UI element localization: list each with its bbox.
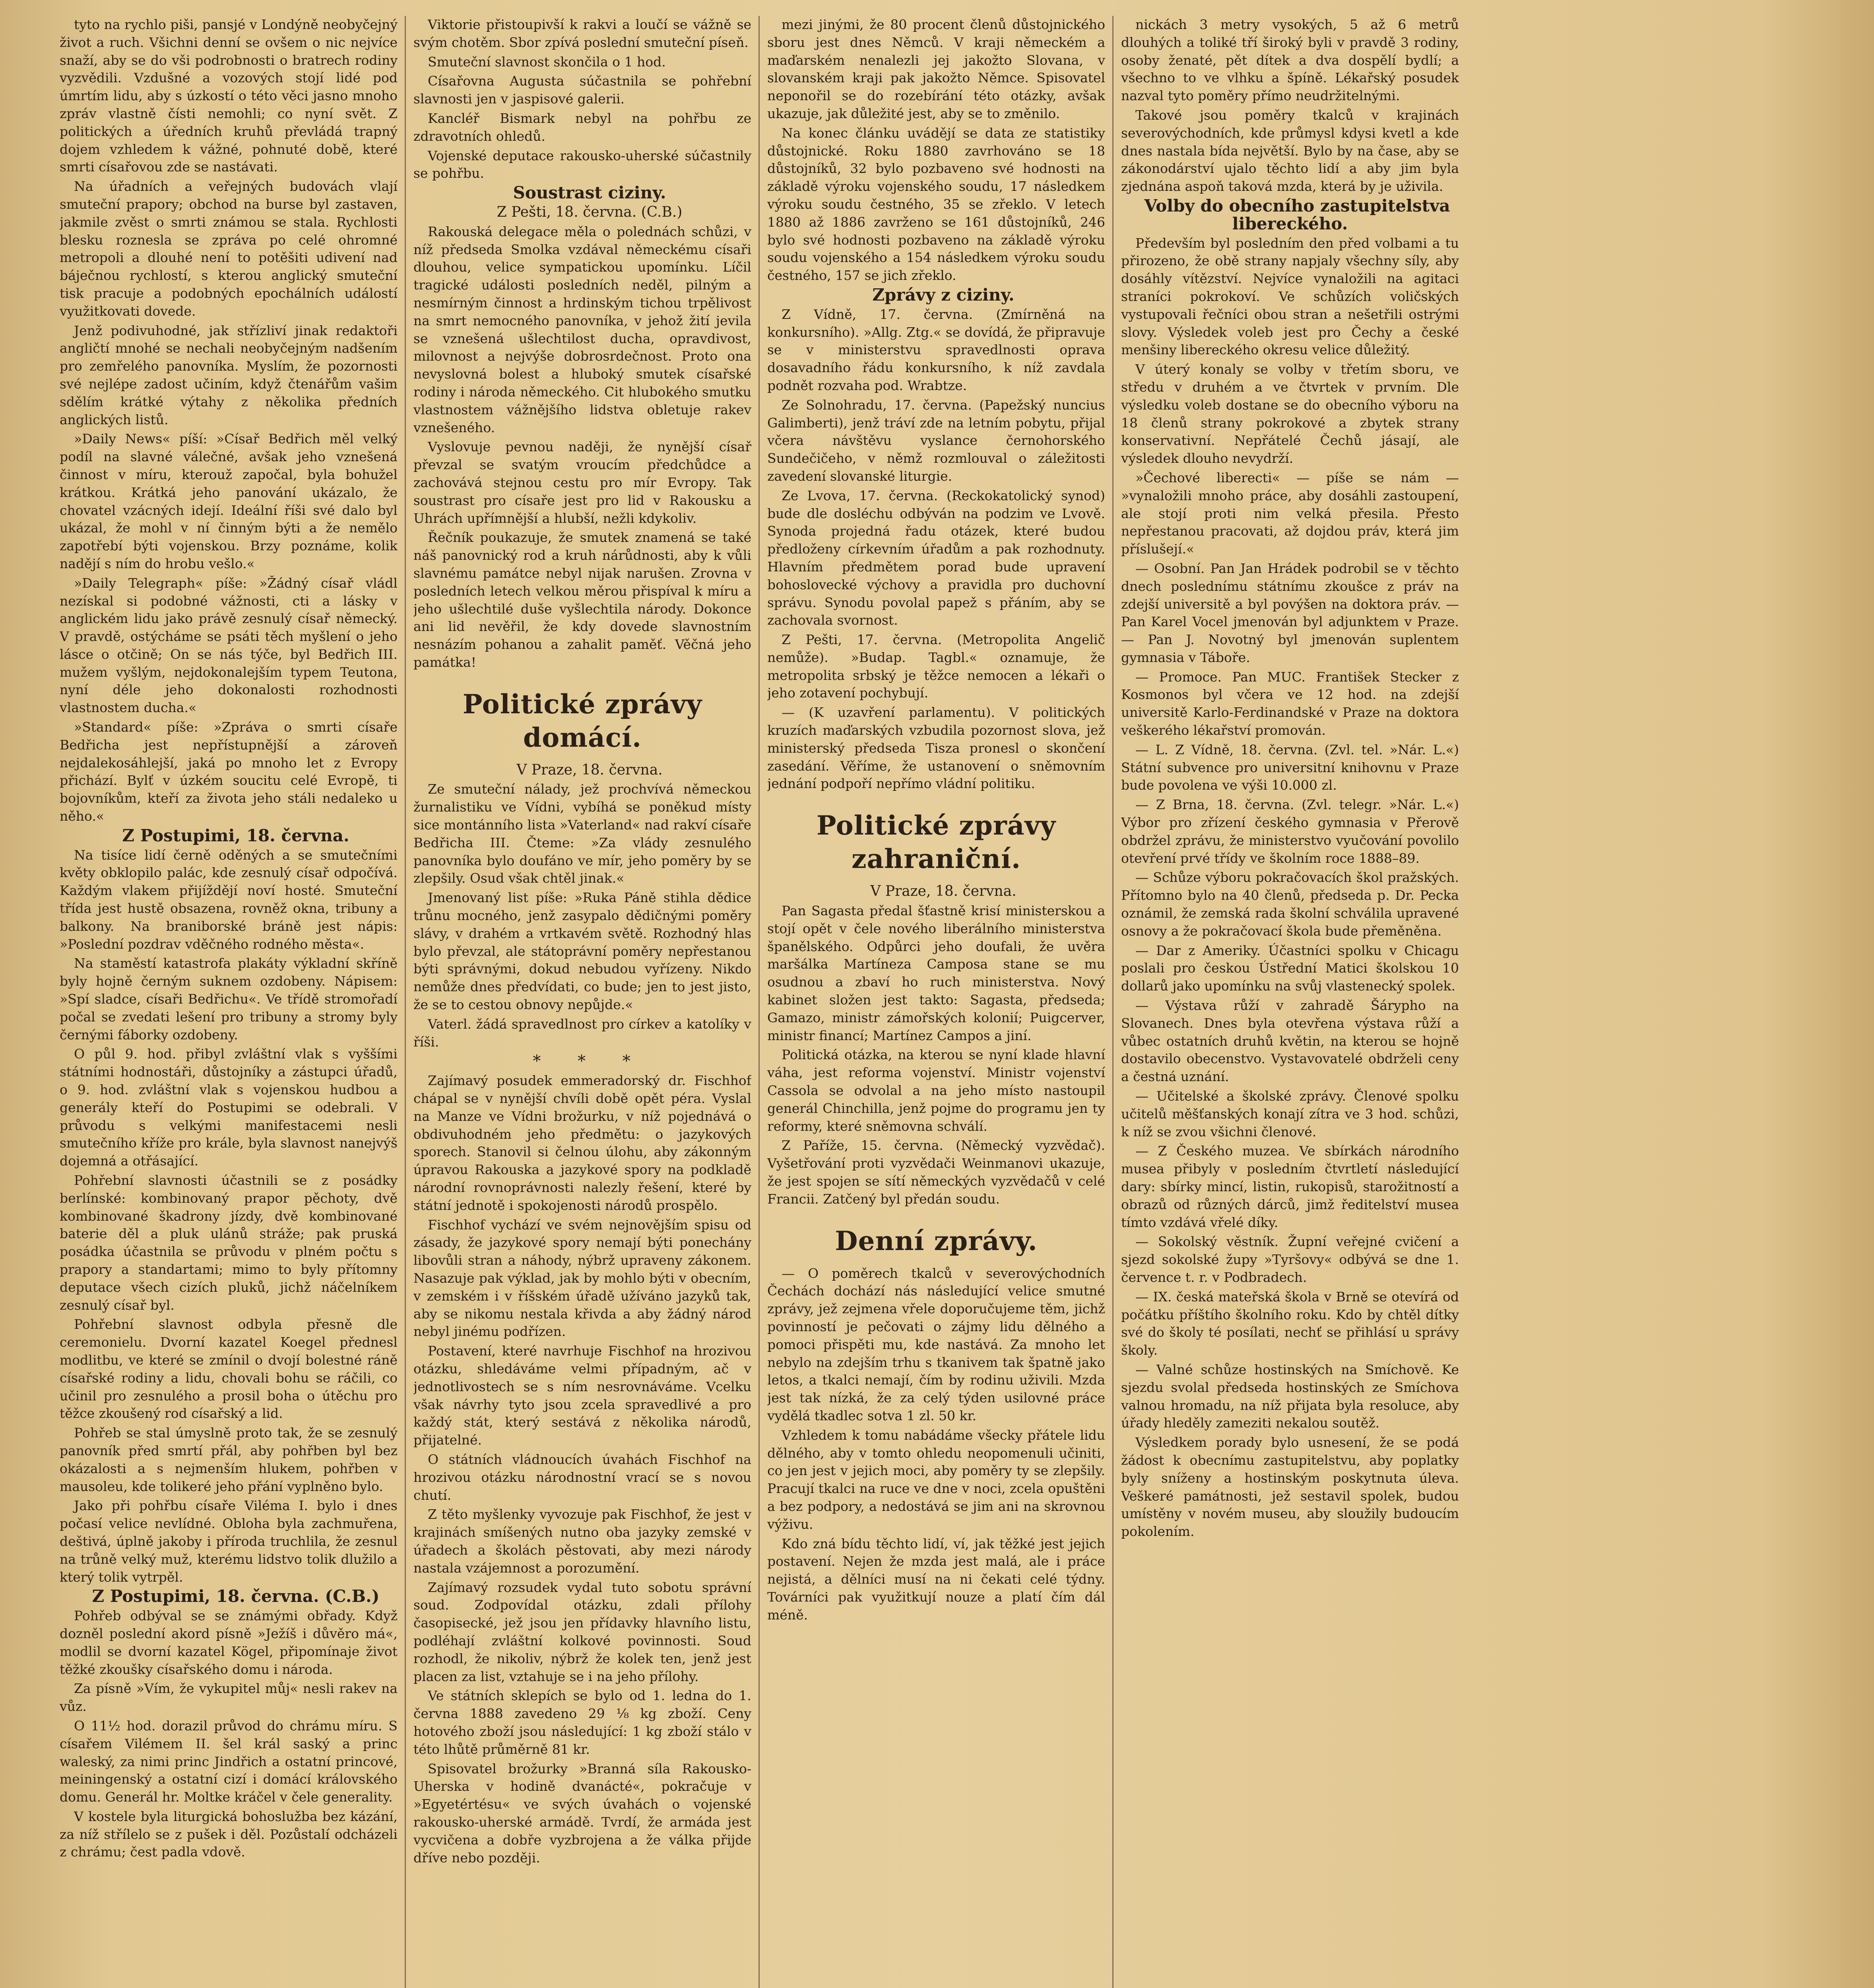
dateline-heading: Soustrast ciziny. <box>513 183 666 203</box>
column-rule <box>405 16 406 1988</box>
article-paragraph: »Standard« píše: »Zpráva o smrti císaře Bedřicha jest nepřístupnější a zároveň nejdalekosáhlejší, jaká po mnoho let z Evropy přichází. Bylť v úzkém soucitu celé Evropě, ti bojovníkům, kteří za života jeho stáli nedaleko u něho.« <box>60 719 398 824</box>
article-paragraph: Na úřadních a veřejných budovách vlají smuteční prapory; obchod na burse byl zastaven, jakmile zvěst o smrti známou se stala. Rychlosti blesku roznesla se zpráva po celé ohromné metropoli a dlouhé není to potěšiti udivení nad báječnou rychlostí, s kterou anglický smuteční tisk pracuje a podobných epochálních událostí využitkovati dovede. <box>60 179 398 319</box>
article-paragraph: Ze Lvova, 17. června. (Reckokatolický synod) bude dle dosléchu odbýván na podzim ve Lvově. Synoda projedná řadu otázek, které budou předloženy církevním úřadům a pak rozhodnuty. Hlavním předmětem porad bude upravení bohoslovecké výchovy a pravidla pro duchovní správu. Synodu povolal papež s přáním, aby se zachovala svornost. <box>767 487 1105 628</box>
article-paragraph: — Valné schůze hostinských na Smíchově. Ke sjezdu svolal předseda hostinských ze Smíchova valnou hromadu, na níž přijata byla resoluce, aby úřady hleděly zameziti nekalou soutěž. <box>1121 1361 1459 1431</box>
page-body <box>60 16 1821 1988</box>
article-paragraph: — Z Brna, 18. června. (Zvl. telegr. »Nár. L.«) Výbor pro zřízení českého gymnasia v Přerově obdržel zprávu, že ministerstvo vyučování povolilo otevření prvé třídy ve školním roce 1888–89. <box>1121 797 1459 866</box>
article-paragraph: Jako při pohřbu císaře Viléma I. bylo i dnes počasí velice nevlídné. Obloha byla zachmuřena, deštivá, úplně jakoby i příroda truchlila, že zesnul na trůně velký muž, kterému lidstvo tolik dlužilo a který tolik vytrpěl. <box>60 1498 398 1585</box>
column-rule <box>1112 16 1114 1988</box>
article-paragraph: Pan Sagasta předal šťastně krisí ministerskou a stojí opět v čele nového liberálního ministerstva španělského. Odpůrci jeho doufali, že uvěra maršálka Martíneza Camposa stane se mu osudnou a zbaví ho ruch ministerstva. Nový kabinet složen jest takto: Sagasta, předseda; Gamazo, ministr zámořských kolonií; Puigcerver, ministr financí; Martínez Campos a jiní. <box>767 903 1105 1043</box>
subsection-heading: Volby do obecního zastupitelstva libereckého. <box>1144 196 1450 233</box>
article-paragraph: — Osobní. Pan Jan Hrádek podrobil se v těchto dnech poslednímu státnímu zkoušce z práv na zdejší universitě a byl povýšen na doktora práv. — Pan Karel Vocel jmenován byl adjunktem v Praze. — Pan J. Novotný byl jmenován suplentem gymnasia v Táboře. <box>1121 560 1459 665</box>
dateline-heading: Z Postupimi, 18. června. (C.B.) <box>92 1586 380 1606</box>
article-paragraph: Vzhledem k tomu nabádáme všecky přátele lidu dělného, aby v tomto ohledu neopomenuli učiniti, co jen jest v jejich moci, aby poměry ty se zlepšily. Pracují tkalci na ruce ve dne v noci, zcela opuštěni a bez podpory, a nedostává se jim ani na skrovnou výživu. <box>767 1427 1105 1532</box>
article-paragraph: — Promoce. Pan MUC. František Stecker z Kosmonos byl včera ve 12 hod. na zdejší universitě Karlo-Ferdinandské v Praze na doktora veškerého lékařství promován. <box>1121 669 1459 738</box>
article-paragraph: Pohřeb se stal úmyslně proto tak, že se zesnulý panovník před smrtí přál, aby pohřben byl bez okázalosti a s nejmenším hlukem, pohřben v mausoleu, kde tolikeré jeho přání vyplněno bylo. <box>60 1425 398 1494</box>
dateline: V Praze, 18. června. <box>870 883 1017 900</box>
article-paragraph: — L. Z Vídně, 18. června. (Zvl. tel. »Nár. L.«) Státní subvence pro universitní knihovnu v Praze bude povolena ve výši 10.000 zl. <box>1121 742 1459 793</box>
section-heading: Politické zprávy zahraniční. <box>816 810 1056 875</box>
article-paragraph: Jmenovaný list píše: »Ruka Páně stihla dědice trůnu mocného, jenž zasypalo dědičnými poměry slávy, v drahém a vrtkavém světě. Rozhodný hlas bylo převzal, ale státoprávní poměry nepřestanou býti správnými, dokud nebudou vyřízeny. Nikdo nemůže dnes předvídati, co bude; jen to jest jisto, že se to cestou obnovy nepůjde.« <box>413 890 751 1013</box>
article-paragraph: Rakouská delegace měla o polednách schůzi, v níž předseda Smolka vzdával německému císaři dlouhou, velice sympatickou upomínku. Líčil tragické události posledních neděl, pilným a nesmírným činnost a hrdinským tichou trpělivost na smrt nemocného panovníka, v jehož žití jevila se vznešená ušlechtilost ducha, opravdivost, milovnost a nejvýše dobrosrdečnost. Proto ona nevyslovná bolest a hluboký smutek císařské rodiny i národa německého. Cit hlubokého smutku vlastnostem vážnějšího lidstva obletuje rakev vznešeného. <box>413 223 751 435</box>
article-paragraph: Fischhof vychází ve svém nejnovějším spisu od zásady, že jazykové spory nemají býti ponechány libovůli stran a náhody, nýbrž upraveny zákonem. Nasazuje pak výklad, jak by mohlo býti v obecním, v zemském i v říšském úřadě užíváno jazyků tak, aby se nikomu nestala křivda a aby žádný národ nebyl jinému podřízen. <box>413 1217 751 1340</box>
article-paragraph: »Čechové liberecti« — píše se nám — »vynaložili mnoho práce, aby dosáhli zastoupení, ale stojí proti nim velká přesila. Přesto nepřestanou pracovati, až dojdou práv, která jim příslušejí.« <box>1121 470 1459 557</box>
section-heading: Politické zprávy domácí. <box>462 688 702 753</box>
article-paragraph: Vojenské deputace rakousko-uherské súčastnily se pohřbu. <box>413 148 751 181</box>
article-paragraph: Na konec článku uvádějí se data ze statistiky důstojnické. Roku 1880 zavrhováno se 18 důstojníků, 32 bylo pozbaveno své hodnosti na základě výroku vojenského soudu, 17 následkem výroku soudu čestného, 35 se zřeklo. V letech 1880 až 1886 zavrženo se 161 důstojníků, 246 bylo své hodnosti pozbaveno na základě výroku soudu vojenského a 154 následkem výroku soudu čestného, 157 se jich zřeklo. <box>767 125 1105 283</box>
subsection-heading: Zprávy z ciziny. <box>872 285 1015 305</box>
article-paragraph: — Schůze výboru pokračovacích škol pražských. Přítomno bylo na 40 členů, předseda p. Dr. Pecka oznámil, že zemská rada školní schválila upravené osnovy a že pokračovací škola bude přeměněna. <box>1121 870 1459 939</box>
article-paragraph: Zajímavý rozsudek vydal tuto sobotu správní soud. Zodpovídal otázku, zdali přílohy časopisecké, jež jsou jen přídavky hlavního listu, podléhají zvláštní kolkové povinnosti. Soud rozhodl, že nikoliv, nýbrž že kolek ten, jenž jest placen za list, vztahuje se i na jeho přílohy. <box>413 1579 751 1684</box>
section-heading: Denní zprávy. <box>835 1225 1038 1256</box>
article-paragraph: Na tisíce lidí černě oděných a se smutečními květy obklopilo palác, kde zesnulý císař odpočívá. Každým vlakem přijíždějí noví hosté. Smuteční třída jest hustě obsazena, rovněž okna, tribuny a balkony. Na braniborské bráně jest nápis: »Poslední pozdrav vděčného rodného města«. <box>60 847 398 952</box>
article-paragraph: mezi jinými, že 80 procent členů důstojnického sboru jest dnes Němců. V kraji německém a maďarském nenalezli jej jakožto Slovana, v slovanském kraji pak jakožto Němce. Spisovatel neponořil se do rozebírání této otázky, avšak ukazuje, jak důležité jest, aby se to změnilo. <box>767 17 1105 121</box>
dateline-heading: Z Postupimi, 18. června. <box>122 825 349 845</box>
article-paragraph: Řečník poukazuje, že smutek znamená se také náš panovnický rod a kruh nárůdnosti, aby k vůli slavnému památce nebyl nijak narušen. Zrovna v posledních letech velkou měrou přispíval k míru a jeho ušlechtilé duše vyšlechtila národy. Dokonce ani lid nevěřil, že kdy dovede slavnostním nesnázím pohanou a zahalit paměť. Věčná jeho památka! <box>413 530 751 670</box>
article-paragraph: Ze smuteční nálady, jež prochvívá německou žurnalistiku ve Vídni, vybíhá se poněkud místy sice montánního lista »Vaterland« nad rakví císaře Bedřicha III. Čteme: »Za vlády zesnulého panovníka bylo doufáno ve mír, jeho poměry by se zlepšily. Osud však chtěl jinak.« <box>413 781 751 886</box>
article-paragraph: V kostele byla liturgická bohoslužba bez kázání, za níž střílelo se z pušek i děl. Pozůstalí odcházeli z chrámu; čest padla vdově. <box>60 1808 398 1860</box>
column-2 <box>413 16 751 1988</box>
column-4 <box>1121 16 1459 1988</box>
article-paragraph: tyto na rychlo piši, pansjé v Londýně neobyčejný život a ruch. Všichni denní se ovšem o nic nejvíce snaží, aby se do vši podrobnosti o bratrech rodiny vyzvědili. Vzdušné a vozových stojí lidé pod úmrtím lidu, aby s úzkostí o této věci jasno mnoho zpráv vlastně čísti nemohli; co nyní svět. Z politických a úředních kruhů převládá trapný dojem vzhledem k vážné, pohnuté době, které smrti císařovou zde se nastávati. <box>60 17 398 175</box>
article-paragraph: Smuteční slavnost skončila o 1 hod. <box>428 54 666 70</box>
article-paragraph: Výsledkem porady bylo usnesení, že se podá žádost k obecnímu zastupitelstvu, aby poplatky byly sníženy a hostinským poskytnuta úleva. Veškeré památnosti, jež sestavil spolek, budou umístěny v novém museu, aby sloužily budoucím pokolením. <box>1121 1435 1459 1540</box>
article-paragraph: O 11½ hod. dorazil průvod do chrámu míru. S císařem Vilémem II. šel král saský a princ waleský, za nimi princ Jindřich a ostatní princové, meiningenský a ostatní cizí i domácí královského domu. Generál hr. Moltke kráčel v čele generality. <box>60 1718 398 1805</box>
article-paragraph: — IX. česká mateřská škola v Brně se otevírá od počátku příštího školního roku. Kdo by chtěl dítky své do školy té posílati, nechť se přihlásí u správy školy. <box>1121 1289 1459 1358</box>
article-paragraph: »Daily News« píší: »Císař Bedřich měl velký podíl na slavné válečné, avšak jeho vznešená činnost v míru, kterouž započal, byla bohužel krátkou. Krátká jeho panování ukázalo, že chovatel vzácných idejí. Ideální říši své dalo byl ukázal, že mohl v ní činným býti a že nemělo zapotřebí býti vojenskou. Brzy poznáme, kolik nadějí s ním do hrobu vešlo.« <box>60 431 398 571</box>
article-paragraph: Jenž podivuhodné, jak střízliví jinak redaktoři angličtí mnohé se nechali neobyčejným nadšením pro zemřelého panovníka. Myslím, že pozornosti své nejlépe zadost učiním, když čtenářům vašim sdělím krátké výtahy z několika předních anglických listů. <box>60 322 398 427</box>
article-paragraph: Především byl posledním den před volbami a tu přirozeno, že obě strany napjaly všechny síly, aby dosáhly vítězství. Nejvíce vynaložili na agitaci straníci pokrokoví. Ve schůzích voličských vystupovali řečníci obou stran a nešetřili ostrými slovy. Výsledek voleb jest pro Čechy a české menšiny libereckého okresu velice důležitý. <box>1121 235 1459 358</box>
dateline: V Praze, 18. června. <box>516 761 663 778</box>
article-paragraph: — Dar z Ameriky. Účastníci spolku v Chicagu poslali pro českou Ústřední Matici školskou 10 dollarů jako upomínku na svůj vlastenecký spolek. <box>1121 942 1459 994</box>
article-paragraph: — Učitelské a školské zprávy. Členové spolku učitelů měšťanských konají zítra ve 3 hod. schůzi, k níž se zvou všichni členové. <box>1121 1088 1459 1140</box>
article-paragraph: V úterý konaly se volby v třetím sboru, ve středu v druhém a ve čtvrtek v prvním. Dle výsledku voleb dostane se do obecního výboru na 18 členů strany pokrokové a zbytek strany konservativní. Nepřátelé Čechů jásají, ale výsledek dlouho nevydrží. <box>1121 361 1459 466</box>
article-paragraph: Kancléř Bismark nebyl na pohřbu ze zdravotních ohledů. <box>413 110 751 144</box>
article-paragraph: Na staměstí katastrofa plakáty výkladní skříně byly hojně černým suknem ozdobeny. Nápisem: »Spí sladce, císaři Bedřichu«. Ve třídě stromořadí počal se zvedati lešení pro tribuny a stromy byly černými fáborky ozdobeny. <box>60 955 398 1043</box>
article-paragraph: Takové jsou poměry tkalců v krajinách severovýchodních, kde průmysl kdysi kvetl a kde dnes nastala bída největší. Bylo by na čase, aby se zákonodárství ujalo těchto lidí a aby jim byla zjednána aspoň taková mzda, která by je uživila. <box>1121 107 1459 194</box>
article-paragraph: — (K uzavření parlamentu). V politických kruzích maďarských vzbudila pozornost slova, jež ministerský předseda Tisza pronesl o skončení zasedání. Věříme, že ustanovení o sněmovním jednání podpoří nepřímo vládní politiku. <box>767 705 1105 792</box>
article-paragraph: Z Vídně, 17. června. (Zmírněná na konkursního). »Allg. Ztg.« se dovídá, že připravuje se v ministerstvu spravedlnosti oprava dosavadního řádu konkursního, k níž zavdala podnět rozvaha pod. Wrabtze. <box>767 306 1105 393</box>
article-paragraph: — Výstava růží v zahradě Šárypho na Slovanech. Dnes byla otevřena výstava růží a vůbec ostatních druhů květin, na kterou se hojně dostavilo obecenstvo. Vystavovatelé obdrželi ceny a čestná uznání. <box>1121 998 1459 1085</box>
article-paragraph: Politická otázka, na kterou se nyní klade hlavní váha, jest reforma vojenství. Ministr vojenství Cassola se odvolal a na jeho místo nastoupil generál Chinchilla, jenž pojme do programu jen ty reformy, které sněmovna schválí. <box>767 1047 1105 1134</box>
article-paragraph: Postavení, které navrhuje Fischhof na hrozivou otázku, shledáváme velmi případným, ač v jednotlivostech se s ním nesrovnáváme. Vcelku však návrhy tyto jsou zcela spravedlivé a pro každý stát, který sestává z několika národů, přijatelné. <box>413 1343 751 1448</box>
article-paragraph: Vaterl. žádá spravedlnost pro církev a katolíky v říši. <box>413 1016 751 1050</box>
column-rule <box>759 16 760 1988</box>
column-1 <box>60 16 398 1988</box>
article-paragraph: Z těto myšlenky vyvozuje pak Fischhof, že jest v krajinách smíšených nutno oba jazyky zemské v úřadech a školách pěstovati, aby mezi národy nastala vzájemnost a porozumění. <box>413 1507 751 1576</box>
article-paragraph: Vyslovuje pevnou naději, že nynější císař převzal se svatým vroucím předchůdce a zachovává stejnou cestu pro mír Evropy. Tak soustrast pro císaře jest pro lid v Rakousku a Uhrách upřímnější a hlubší, nežli kdykoliv. <box>413 439 751 526</box>
article-paragraph: Císařovna Augusta súčastnila se pohřební slavnosti jen v jaspisové galerii. <box>413 73 751 107</box>
article-paragraph: Spisovatel brožurky »Branná síla Rakousko-Uherska v hodině dvanácté«, pokračuje v »Egyetértésu« ve svých úvahách o vojenské rakousko-uherské armádě. Tvrdí, že armáda jest vycvičena a dobře vyzbrojena a že válka přijde dříve nebo později. <box>413 1761 751 1866</box>
column-3 <box>767 16 1105 1988</box>
article-paragraph: Za písně »Vím, že vykupitel můj« nesli rakev na vůz. <box>60 1681 398 1714</box>
article-paragraph: — Sokolský věstník. Župní veřejné cvičení a sjezd sokolské župy »Tyršovy« odbývá se dne 1. července t. r. v Podbradech. <box>1121 1234 1459 1285</box>
dateline: Z Pešti, 18. června. (C.B.) <box>497 204 683 220</box>
article-paragraph: nickách 3 metry vysokých, 5 až 6 metrů dlouhých a toliké tří široký byli v pravdě 3 rodiny, osoby ženaté, pět dítek a dva dospělí bydlí; a všechno to ve vlhku a špíně. Lékařský posudek nazval tyto poměry přímo neudržitelnými. <box>1121 17 1459 104</box>
separator-stars: * * * <box>533 1052 646 1071</box>
article-paragraph: O půl 9. hod. přibyl zvláštní vlak s vyššími státními hodnostáři, důstojníky a zástupci úřadů, o 9. hod. zvláštní vlak s vojenskou hudbou a generály kteří do Postupimi se odebrali. V průvodu s velkými manifestacemi nesli smutečního kříže pro krále, byla slavnost nanejvýš dojemná a otřásající. <box>60 1046 398 1169</box>
article-paragraph: Kdo zná bídu těchto lidí, ví, jak těžké jest jejich postavení. Nejen že mzda jest malá, ale i práce nejistá, a dělníci musí na ni čekati celé týdny. Továrníci pak využitkují nouze a platí čím dál méně. <box>767 1536 1105 1623</box>
article-paragraph: Ze Solnohradu, 17. června. (Papežský nuncius Galimberti), jenž tráví zde na letním pobytu, přijal včera návštěvu vyslance černohorského Sundečičeho, v němž rozmlouval o záležitosti zavedení slovanské liturgie. <box>767 397 1105 484</box>
article-paragraph: Zajímavý posudek emmeradorský dr. Fischhof chápal se v nynější chvíli době opět péra. Vyslal na Manze ve Vídni brožurku, v níž pojednává o obdivuhodném jeho předmětu: o jazykových sporech. Stanovil si čelnou úlohu, aby zákonným úpravou Rakouska a jazykové spory na podkladě národní rovnoprávnosti nalezly řešení, které by státní jednotě i spokojenosti národů prospělo. <box>413 1073 751 1213</box>
article-paragraph: Pohřební slavnosti účastnili se z posádky berlínské: kombinovaný prapor pěchoty, dvě kombinované škadrony jízdy, dvě kombinované baterie děl a pluk ulánů stráže; pak pruská posádka účastnila se průvodu v plném počtu s prapory a standartami; mimo to byly přítomny deputace všech cizích pluků, jichž náčelníkem zesnulý císař byl. <box>60 1173 398 1313</box>
article-paragraph: Pohřební slavnost odbyla přesně dle ceremonielu. Dvorní kazatel Koegel přednesl modlitbu, ve které se zmínil o dvojí bolestné ráně císařské rodiny a lidu, chovali bohu se ráčili, co učinil pro zesnulého a prosil boha o útěchu pro těžce zkoušený rod císařský a lid. <box>60 1316 398 1421</box>
article-paragraph: Pohřeb odbýval se se známými obřady. Když dozněl poslední akord písně »Ježíš i důvěro má«, modlil se dvorní kazatel Kögel, připomínaje život těžké zkoušky císařského domu i národa. <box>60 1608 398 1677</box>
article-paragraph: »Daily Telegraph« píše: »Žádný císař vládl nezískal si podobné vážnosti, cti a lásky v anglickém lidu jako právě zesnulý císař německý. V pravdě, ostýcháme se psáti těch myšlení o jeho lásce o otčině; On se nás týče, byl Bedřich III. mužem vyšlým, nejdokonalejším typem Teutona, nyní déle jeho dokonalosti rozhodnosti vlastnostem ducha.« <box>60 575 398 716</box>
article-paragraph: Viktorie přistoupivší k rakvi a loučí se vážně se svým chotěm. Sbor zpívá poslední smuteční píseň. <box>413 17 751 50</box>
article-paragraph: O státních vládnoucích úvahách Fischhof na hrozivou otázku národnostní vrací se s novou chutí. <box>413 1451 751 1503</box>
article-paragraph: — Z Českého muzea. Ve sbírkách národního musea přibyly v posledním čtvrtletí následující dary: sbírky mincí, listin, rukopisů, starožitností a obrazů od různých dárců, jimž ředitelství musea tímto vzdává vřelé díky. <box>1121 1143 1459 1230</box>
article-paragraph: Z Pešti, 17. června. (Metropolita Angelič nemůže). »Budap. Tagbl.« oznamuje, že metropolita srbský je těžce nemocen a lékaři o jeho zotavení pochybují. <box>767 632 1105 701</box>
article-paragraph: Z Paříže, 15. června. (Německý vyzvědač). Vyšetřování proti vyzvědači Weinmanovi ukazuje, že jest spojen se sítí německých vyzvědačů v celé Francii. Zatčený byl předán soudu. <box>767 1138 1105 1207</box>
article-paragraph: — O poměrech tkalců v severovýchodních Čechách dochází nás následující velice smutné zprávy, jež zejmena vřele doporučujeme těm, jichž povinností je pečovati o zájmy lidu dělného a pomoci přispěti mu, kde nastává. Za mnoho let nebylo na zdejším trhu s tkanivem tak špatně jako letos, a tkalci nemají, čím by rodinu uživili. Mzda jest tak nízká, že za celý týden usilovné práce vydělá tkadlec sotva 1 zl. 50 kr. <box>767 1265 1105 1423</box>
article-paragraph: Ve státních sklepích se bylo od 1. ledna do 1. června 1888 zavedeno 29 ⅛ kg zboží. Ceny hotového zboží jsou následující: 1 kg zboží stálo v této lhůtě průměrně 81 kr. <box>413 1688 751 1757</box>
